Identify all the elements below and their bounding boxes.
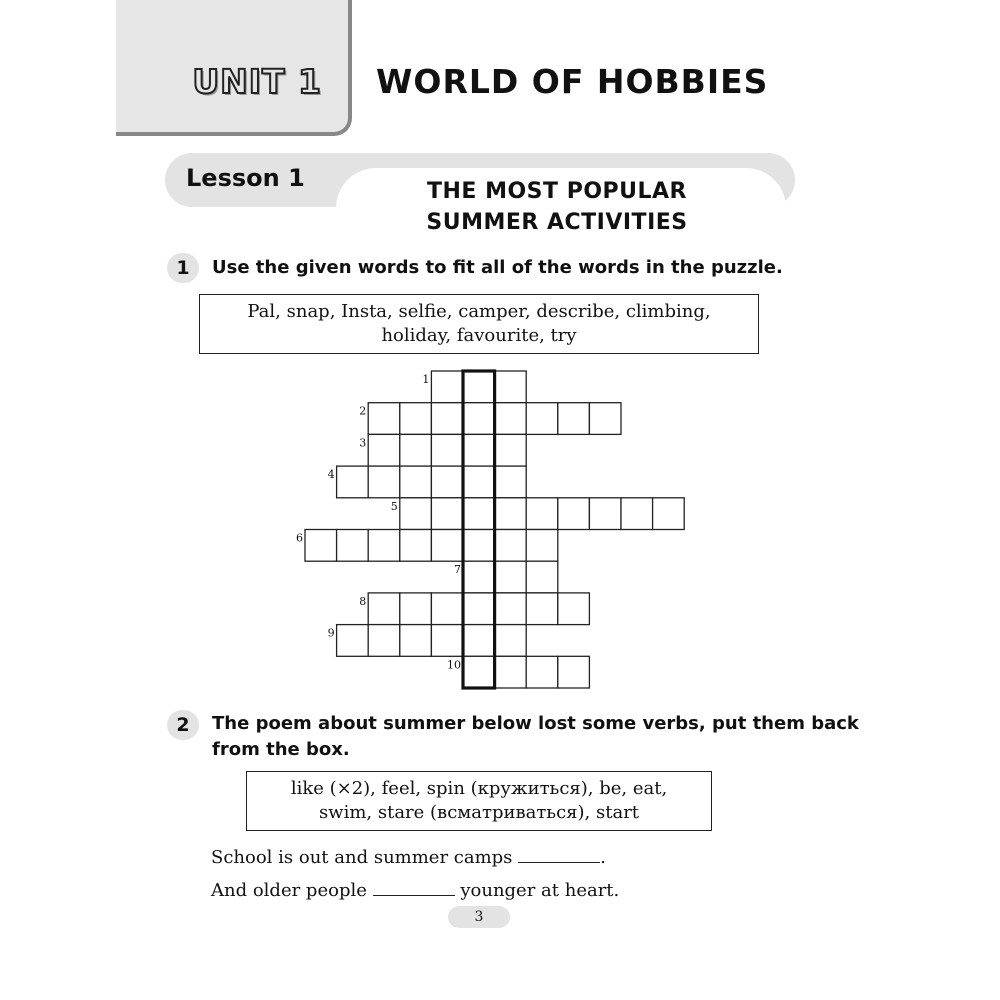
poem-line-2-text: And older people <box>211 880 367 901</box>
crossword-cell[interactable] <box>495 403 527 435</box>
crossword-cell[interactable] <box>495 466 527 498</box>
exercise-2-instruction <box>212 711 859 763</box>
exercise-2-number: 2 <box>167 710 199 740</box>
crossword-cell[interactable] <box>431 371 463 403</box>
word-box-1-line1: Pal, snap, Insta, selfie, camper, describe, climbing, <box>247 301 711 322</box>
clue-number: 1 <box>422 373 430 386</box>
crossword-cell[interactable] <box>305 530 337 562</box>
clue-number: 10 <box>447 658 461 672</box>
crossword-cell[interactable] <box>400 530 432 562</box>
crossword-cell[interactable] <box>495 371 527 403</box>
crossword-cell[interactable] <box>495 498 527 530</box>
exercise-1-number: 1 <box>167 253 199 283</box>
crossword-cell[interactable] <box>337 530 369 562</box>
crossword-cell[interactable] <box>337 466 369 498</box>
clue-number: 6 <box>296 531 303 545</box>
word-box-2 <box>246 771 712 831</box>
poem-line-2 <box>211 879 619 901</box>
crossword-cell[interactable] <box>495 656 527 688</box>
crossword-cell[interactable] <box>431 498 463 530</box>
crossword-cell[interactable] <box>463 434 495 466</box>
crossword-cell[interactable] <box>463 561 495 593</box>
lesson-title-line2: SUMMER ACTIVITIES <box>426 210 688 235</box>
crossword-cell[interactable] <box>400 593 432 625</box>
crossword-cell[interactable] <box>368 530 400 562</box>
crossword-cell[interactable] <box>400 498 432 530</box>
crossword-cell[interactable] <box>368 625 400 657</box>
crossword-cell[interactable] <box>463 498 495 530</box>
crossword-cell[interactable] <box>431 403 463 435</box>
unit-title: WORLD OF HOBBIES <box>376 62 769 101</box>
crossword-cell[interactable] <box>653 498 685 530</box>
crossword-cell[interactable] <box>337 625 369 657</box>
word-box-2-line1: like (×2), feel, spin (кружиться), be, eat, <box>290 778 668 799</box>
crossword-cell[interactable] <box>495 434 527 466</box>
clue-number: 9 <box>327 626 335 640</box>
clue-number: 8 <box>359 594 367 608</box>
crossword-cell[interactable] <box>463 656 495 688</box>
crossword-cell[interactable] <box>558 593 590 625</box>
clue-number: 7 <box>454 563 461 577</box>
clue-number: 2 <box>359 404 367 418</box>
crossword-cell[interactable] <box>463 593 495 625</box>
crossword-cell[interactable] <box>495 530 527 562</box>
crossword-cell[interactable] <box>589 403 621 435</box>
poem-line-1-end: . <box>600 847 606 868</box>
crossword-cell[interactable] <box>368 466 400 498</box>
crossword-cell[interactable] <box>368 593 400 625</box>
crossword-cell[interactable] <box>526 530 558 562</box>
crossword-cell[interactable] <box>495 593 527 625</box>
crossword-cell[interactable] <box>526 403 558 435</box>
crossword-cell[interactable] <box>463 625 495 657</box>
crossword-cell[interactable] <box>400 434 432 466</box>
page-number: 3 <box>448 906 510 928</box>
clue-number: 5 <box>390 499 398 513</box>
clue-number: 3 <box>359 436 367 450</box>
lesson-label: Lesson 1 <box>186 164 305 192</box>
crossword-cell[interactable] <box>431 530 463 562</box>
crossword-cell[interactable] <box>558 403 590 435</box>
poem-line-2-end: younger at heart. <box>460 880 620 901</box>
crossword-cell[interactable] <box>400 466 432 498</box>
crossword-cell[interactable] <box>526 593 558 625</box>
crossword-cell[interactable] <box>431 593 463 625</box>
crossword-cell[interactable] <box>463 403 495 435</box>
crossword-cell[interactable] <box>621 498 653 530</box>
crossword-cell[interactable] <box>558 498 590 530</box>
crossword-cell[interactable] <box>526 656 558 688</box>
crossword-cell[interactable] <box>589 498 621 530</box>
exercise-2-instruction-line1: The poem about summer below lost some verbs, put them back <box>212 713 859 734</box>
poem-blank-1[interactable] <box>518 846 600 863</box>
poem-blank-2[interactable] <box>373 879 455 896</box>
crossword-cell[interactable] <box>431 434 463 466</box>
crossword-cell[interactable] <box>495 561 527 593</box>
word-box-2-line2: swim, stare (всматриваться), start <box>318 802 640 823</box>
crossword-cell[interactable] <box>463 371 495 403</box>
crossword-cell[interactable] <box>400 403 432 435</box>
poem-line-1 <box>211 846 606 868</box>
crossword-cell[interactable] <box>463 530 495 562</box>
exercise-2-instruction-line2: from the box. <box>212 739 350 760</box>
crossword-cell[interactable] <box>526 561 558 593</box>
crossword-cell[interactable] <box>368 403 400 435</box>
lesson-title-line1: THE MOST POPULAR <box>426 179 687 204</box>
clue-number: 4 <box>327 468 335 482</box>
crossword-cell[interactable] <box>368 434 400 466</box>
exercise-1-instruction: Use the given words to fit all of the words in the puzzle. <box>212 257 783 278</box>
crossword-cell[interactable] <box>400 625 432 657</box>
crossword-cell[interactable] <box>463 466 495 498</box>
poem-line-1-text: School is out and summer camps <box>211 847 513 868</box>
crossword-cell[interactable] <box>558 656 590 688</box>
unit-label: UNIT 1 <box>192 62 322 101</box>
crossword-cell[interactable] <box>526 498 558 530</box>
crossword-cell[interactable] <box>431 625 463 657</box>
word-box-1-line2: holiday, favourite, try <box>381 325 577 346</box>
crossword-cell[interactable] <box>495 625 527 657</box>
crossword-cell[interactable] <box>431 466 463 498</box>
